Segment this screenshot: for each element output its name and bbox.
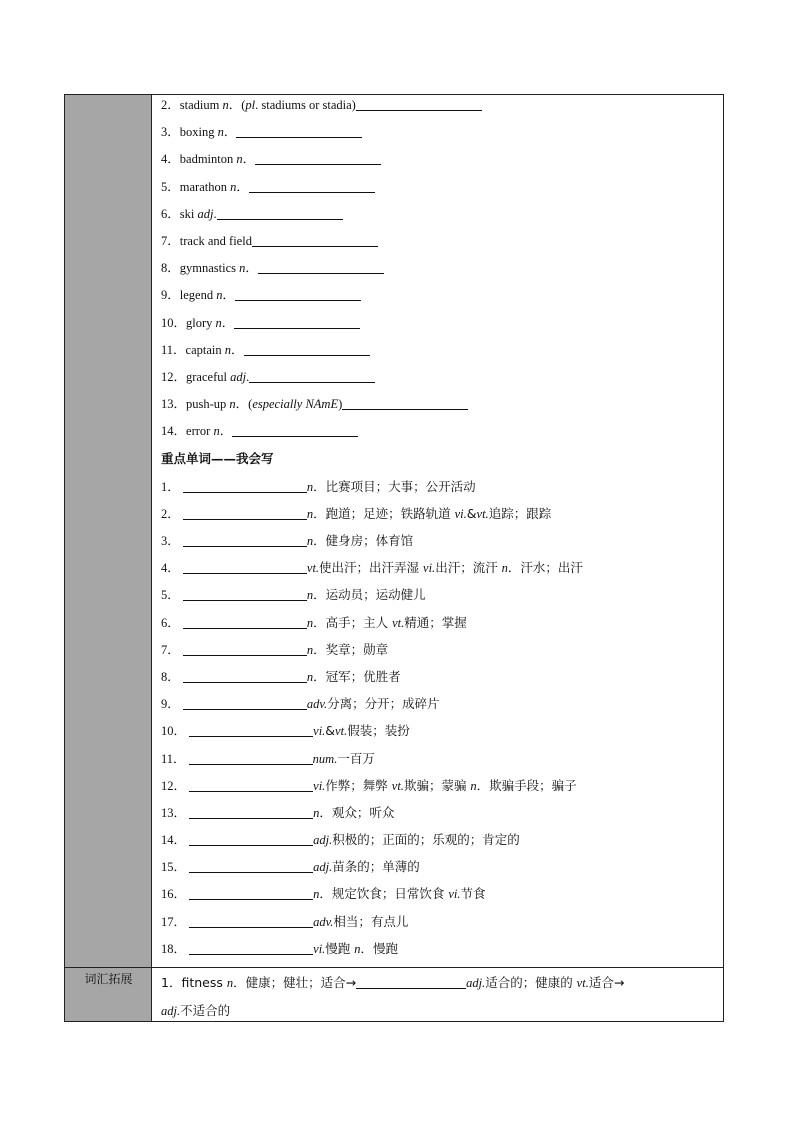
definition: ．健身房；体育馆 [313, 533, 414, 548]
answer-blank[interactable] [183, 586, 307, 601]
part-of-speech: n [222, 98, 229, 112]
item-number: 10． [161, 724, 190, 739]
vocab-word: marathon [179, 179, 231, 194]
worksheet-table [64, 94, 724, 1022]
definition: ．比赛项目；大事；公开活动 [313, 478, 476, 494]
item-number: 3． [161, 534, 183, 548]
part-of-speech: vt. [476, 506, 489, 521]
answer-blank[interactable] [189, 913, 313, 928]
part-of-speech: vi. [313, 941, 326, 956]
punct: ． [245, 261, 258, 276]
definition: 精通；掌握 [404, 614, 467, 630]
vocab-read-row [161, 119, 717, 146]
vocab-word: push-up [186, 397, 230, 412]
punct: . [213, 206, 217, 221]
part-of-speech: vt. [306, 561, 320, 576]
vocab-write-row [161, 636, 717, 663]
answer-blank[interactable] [183, 668, 307, 683]
item-number: 2． [161, 506, 183, 521]
answer-blank[interactable] [244, 341, 370, 356]
definition: ．运动员；运动健儿 [313, 587, 426, 603]
definition: 一百万 [337, 750, 375, 766]
answer-blank[interactable] [234, 314, 360, 329]
punct: . [246, 369, 250, 384]
vocab-write-row [161, 663, 717, 690]
item-number: 5． [161, 588, 183, 603]
expansion-line [161, 969, 717, 997]
vocab-expansion-content [161, 969, 717, 1025]
answer-blank[interactable] [356, 974, 466, 989]
item-number: 13． [161, 805, 190, 820]
definition: & [466, 505, 477, 521]
vocab-write-row [161, 717, 717, 744]
vocab-write-row [161, 473, 717, 500]
part-of-speech: vt. [576, 976, 589, 990]
item-number: 9． [161, 288, 180, 303]
item-number: 7． [161, 642, 183, 657]
definition: 出汗；流汗 [435, 560, 502, 576]
item-number: 14． [161, 424, 187, 439]
part-of-speech: adv. [313, 914, 334, 929]
part-of-speech: vi. [313, 724, 326, 739]
vocab-write-row [161, 826, 717, 853]
vocab-read-row [161, 228, 717, 255]
part-of-speech: adj [197, 206, 214, 221]
punct: ． [242, 152, 256, 167]
vocab-read-row [161, 201, 717, 228]
part-of-speech: n [213, 424, 220, 439]
vocab-write-row [161, 581, 717, 608]
vocab-word: stadium [179, 98, 223, 112]
item-number: 7． [161, 233, 180, 248]
part-of-speech: n [236, 152, 243, 167]
vocab-word: badminton [179, 152, 237, 167]
part-of-speech: n [306, 669, 314, 684]
part-of-speech: adj. [313, 833, 333, 848]
vocab-word: graceful [186, 369, 231, 384]
expansion-text: ．健康；健壮；适合→ [233, 975, 357, 990]
answer-blank[interactable] [183, 641, 307, 656]
definition: ．汗水；出汗 [507, 560, 583, 576]
item-number: 17． [161, 914, 190, 929]
answer-blank[interactable] [183, 532, 307, 547]
item-number: 12． [161, 778, 190, 793]
definition: 作弊；舞弊 [325, 777, 392, 793]
answer-blank[interactable] [232, 422, 358, 437]
part-of-speech: vi. [448, 887, 461, 902]
part-of-speech: adv. [306, 697, 328, 712]
answer-blank[interactable] [235, 286, 361, 301]
punct: ． [236, 179, 249, 194]
vocab-word: ski [179, 206, 198, 221]
vocab-write-row [161, 609, 717, 636]
answer-blank[interactable] [342, 395, 468, 410]
vocab-read-row [161, 337, 717, 364]
item-number: 4． [161, 152, 180, 167]
definition: ．跑道；足迹；铁路轨道 [313, 505, 455, 521]
part-of-speech: num. [312, 751, 338, 766]
definition: ．冠军；优胜者 [313, 668, 401, 684]
vocab-word: gymnastics [179, 261, 240, 276]
vocab-word: glory [186, 315, 216, 330]
answer-blank[interactable] [189, 831, 313, 846]
definition: ．观众；听众 [319, 804, 395, 820]
part-of-speech: n [230, 179, 237, 194]
definition: ．规定饮食；日常饮食 [319, 886, 449, 902]
part-of-speech: n [306, 479, 314, 494]
vocab-write-row [161, 527, 717, 554]
vocab-word: error [186, 424, 214, 439]
expansion-text: 1．fitness [161, 975, 227, 990]
part-of-speech: n [306, 615, 314, 630]
vocab-write-row [161, 935, 717, 962]
item-number: 15． [161, 860, 190, 875]
vocab-write-row [161, 554, 717, 581]
item-number: 12． [161, 369, 187, 384]
part-of-speech: n [229, 397, 236, 412]
answer-blank[interactable] [189, 722, 313, 737]
part-of-speech: n [226, 976, 234, 990]
part-of-speech: n [224, 342, 232, 357]
item-number: 9． [161, 697, 183, 712]
part-of-speech: n [306, 642, 314, 657]
part-of-speech: n [501, 561, 508, 576]
vocabulary-content [161, 95, 717, 962]
answer-blank[interactable] [183, 614, 307, 629]
punct: ．( [235, 397, 253, 412]
part-of-speech: vi. [313, 778, 326, 793]
vocab-read-row [161, 92, 717, 119]
item-number: 5． [161, 179, 180, 194]
vocab-read-row [161, 364, 717, 391]
item-number: 18． [161, 941, 190, 956]
vocab-write-row [161, 908, 717, 935]
item-number: 8． [161, 261, 180, 276]
expansion-line [161, 997, 717, 1025]
note-italic: pl [245, 98, 256, 112]
definition: 相当；有点儿 [333, 913, 409, 929]
answer-blank[interactable] [183, 559, 307, 574]
definition: 积极的；正面的；乐观的；肯定的 [332, 832, 520, 848]
part-of-speech: n [306, 506, 314, 521]
item-number: 6． [161, 615, 183, 630]
part-of-speech: adj. [313, 860, 333, 875]
vocab-read-row [161, 418, 717, 445]
definition: 使出汗；出汗弄湿 [319, 560, 424, 576]
part-of-speech: n [313, 887, 320, 902]
part-of-speech: adj. [161, 1004, 181, 1018]
item-number: 1． [161, 479, 183, 494]
item-number: 2． [161, 98, 180, 112]
expansion-text: 适合→ [588, 975, 625, 990]
vocab-read-row [161, 146, 717, 173]
answer-blank[interactable] [255, 150, 381, 165]
vocab-write-row [161, 799, 717, 826]
note-italic: especially NAmE [252, 397, 339, 412]
definition: ．奖章；勋章 [313, 641, 389, 657]
answer-blank[interactable] [189, 885, 313, 900]
vocab-write-row [161, 500, 717, 527]
part-of-speech: n [306, 534, 314, 548]
answer-blank[interactable] [183, 478, 307, 493]
answer-blank[interactable] [183, 695, 307, 710]
item-number: 4． [161, 561, 183, 576]
definition: 分离；分开；成碎片 [327, 696, 440, 712]
left-label-column [65, 95, 152, 1021]
vocab-read-row [161, 282, 717, 309]
part-of-speech: vi. [454, 506, 467, 521]
vocab-word: track and field [179, 233, 252, 248]
answer-blank[interactable] [252, 232, 378, 247]
definition: ．慢跑 [360, 940, 399, 956]
expansion-text: 适合的；健康的 [485, 975, 577, 990]
answer-blank[interactable] [189, 750, 313, 765]
vocab-read-row [161, 174, 717, 201]
definition: 慢跑 [325, 940, 355, 956]
definition: 假装；装扮 [347, 723, 410, 739]
vocab-word: captain [185, 342, 225, 357]
punct: ． [223, 125, 237, 140]
part-of-speech: n [239, 261, 246, 276]
part-of-speech: vt. [391, 778, 404, 793]
definition: ．高手；主人 [313, 614, 393, 630]
part-of-speech: n [470, 778, 477, 793]
answer-blank[interactable] [189, 940, 313, 955]
answer-blank[interactable] [183, 505, 307, 520]
row-divider [65, 967, 723, 968]
definition: 追踪；跟踪 [488, 505, 552, 521]
vocab-read-row [161, 310, 717, 337]
definition: 苗条的；单薄的 [332, 859, 420, 875]
answer-blank[interactable] [189, 804, 313, 819]
vocab-write-row [161, 772, 717, 799]
section-heading: 重点单词——我会写 [161, 451, 274, 467]
answer-blank[interactable] [249, 368, 375, 383]
punct: ．( [228, 98, 246, 112]
answer-blank[interactable] [189, 777, 313, 792]
item-number: 13． [161, 397, 187, 412]
item-number: 10． [161, 315, 187, 330]
item-number: 11． [161, 342, 186, 357]
definition: & [325, 723, 336, 739]
vocab-write-row [161, 853, 717, 880]
answer-blank[interactable] [249, 178, 375, 193]
part-of-speech: n [216, 288, 223, 303]
answer-blank[interactable] [236, 123, 362, 138]
punct: ． [221, 315, 235, 330]
part-of-speech: n [217, 125, 224, 140]
vocab-word: boxing [179, 125, 218, 140]
part-of-speech: n [306, 588, 314, 603]
note-text: . stadiums or stadia) [255, 98, 356, 112]
vocab-write-row [161, 690, 717, 717]
definition: 节食 [460, 886, 486, 902]
punct: ． [222, 288, 235, 303]
punct: ． [219, 424, 233, 439]
part-of-speech: vi. [423, 561, 436, 576]
definition: ．欺骗手段；骗子 [476, 777, 577, 793]
vocab-write-row [161, 880, 717, 907]
item-number: 16． [161, 887, 190, 902]
note-text: ) [338, 397, 343, 412]
part-of-speech: adj [230, 369, 247, 384]
item-number: 11． [161, 751, 189, 766]
item-number: 14． [161, 833, 190, 848]
answer-blank[interactable] [189, 858, 313, 873]
part-of-speech: n [354, 941, 361, 956]
part-of-speech: n [313, 805, 320, 820]
answer-blank[interactable] [356, 96, 482, 111]
vocab-expansion-label: 词汇拓展 [84, 972, 133, 986]
vocab-write-row [161, 745, 717, 772]
answer-blank[interactable] [258, 259, 384, 274]
answer-blank[interactable] [217, 205, 343, 220]
item-number: 3． [161, 125, 180, 140]
vocab-read-row [161, 391, 717, 418]
expansion-text: 不适合的 [180, 1003, 231, 1018]
part-of-speech: vt. [392, 615, 405, 630]
vocab-word: legend [179, 288, 217, 303]
item-number: 6． [161, 206, 180, 221]
part-of-speech: vt. [335, 724, 348, 739]
item-number: 8． [161, 669, 183, 684]
vocab-read-row [161, 255, 717, 282]
definition: 欺骗；蒙骗 [403, 777, 471, 793]
part-of-speech: adj. [466, 976, 486, 990]
punct: ． [231, 342, 244, 357]
part-of-speech: n [215, 315, 222, 330]
